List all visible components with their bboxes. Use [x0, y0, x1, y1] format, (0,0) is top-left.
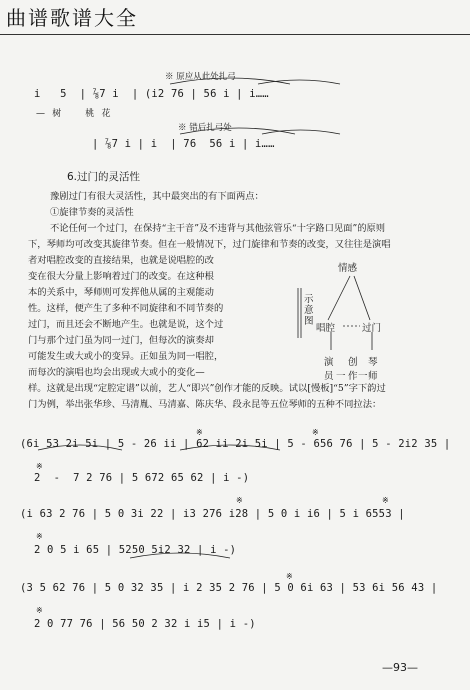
score-mark-5: ※: [382, 496, 389, 505]
para-narrow-3: 性。这样，便产生了多种不同旋律和不同节奏的: [28, 303, 224, 314]
para-after-2: 门为例，举出张华珍、马清胤、马清嘉、陈庆华、段永昆等五位琴师的五种不同拉法：: [28, 399, 382, 410]
diagram-dash-1: 一: [336, 371, 346, 382]
para-narrow-6: 可能发生或大或小的变异。正如虽为同一唱腔，: [28, 351, 224, 362]
note-original-bow: ※ 原应从此处扎弓: [165, 72, 236, 82]
para-line-2: 下，琴师均可改变其旋律节奏。但在一般情况下，过门旋律和节奏的改变，又往往是演唱: [28, 239, 391, 250]
diagram-side-label: 示意图: [304, 294, 314, 327]
intro-line: 豫剧过门有很大灵活性，其中最突出的有下面两点：: [50, 191, 264, 202]
example-row-1: i 5 | ⅞7 i | (i2 76 | 56 i | i……: [34, 88, 269, 100]
example-row-2: | ⅞7 i | i | 76 56 i | i……: [92, 138, 275, 150]
diagram-dash-2: 一: [358, 371, 368, 382]
note-wrong-bow: ※ 错后扎弓处: [178, 123, 232, 133]
diagram-label-melody: 唱腔: [316, 323, 336, 334]
section-heading: 6.过门的灵活性: [67, 171, 141, 183]
score-mark-6: ※: [36, 532, 43, 541]
para-narrow-4: 过门，而且还会不断地产生。也就是说，这个过: [28, 319, 224, 330]
diagram-role-sub-2: 作: [348, 371, 358, 382]
diagram-role-sub-3: 师: [368, 371, 378, 382]
para-after-1: 样。这就是出现“定腔定谱”以前，艺人“即兴”创作才能的反映。试以[慢板]“5”字下韵过: [28, 383, 386, 394]
diagram-role-3: 琴: [368, 357, 378, 368]
score-mark-4: ※: [236, 496, 243, 505]
para-narrow-7: 而每次的演唱也均会出现或大或小的变化—: [28, 367, 205, 378]
diagram-role-sub-1: 员: [324, 371, 334, 382]
score-row-5: (3 5 62 76 | 5 0 32 35 | i 2 35 2 76 | 5 0 6i 63 | 53 6i 56 43 |: [20, 582, 438, 594]
score-row-4: 2 0 5 i 65 | 5250 5i2 32 | i -): [34, 544, 237, 556]
header-title: 曲谱歌谱大全: [6, 6, 138, 30]
para-narrow-2: 本的关系中，琴师则可发挥他从属的主观能动: [28, 287, 214, 298]
point-1-heading: ①旋律节奏的灵活性: [50, 207, 134, 218]
score-mark-2: ※: [312, 428, 319, 437]
score-row-1: (6i 53 2i 5i | 5 - 26 ii | 62 ii 2i 5i | 5 - 656 76 | 5 - 2i2 35 |: [20, 438, 451, 450]
score-mark-8: ※: [36, 606, 43, 615]
para-line-1: 不论任何一个过门，在保持“主干音”及不违背与其他弦管乐“十字路口见面”的原则: [50, 223, 386, 234]
para-line-3: 者对唱腔改变的直接结果，也就是说唱腔的改: [28, 255, 214, 266]
score-mark-3: ※: [36, 462, 43, 471]
score-row-6: 2 0 77 76 | 56 50 2 32 i i5 | i -): [34, 618, 256, 630]
example-lyrics: — 树 桃 花: [36, 109, 111, 119]
para-narrow-5: 门与那个过门虽为同一过门，但每次的演奏却: [28, 335, 214, 346]
diagram-label-interlude: 过门: [362, 323, 382, 334]
diagram-label-emotion: 情感: [338, 263, 358, 274]
score-mark-1: ※: [196, 428, 203, 437]
para-narrow-1: 变在很大分量上影响着过门的改变。在这种根: [28, 271, 214, 282]
relationship-diagram: [288, 258, 448, 398]
score-mark-7: ※: [286, 572, 293, 581]
page-number: —93—: [382, 661, 418, 674]
score-row-3: (i 63 2 76 | 5 0 3i 22 | i3 276 i28 | 5 0 i i6 | 5 i 6553 |: [20, 508, 405, 520]
diagram-role-1: 演: [324, 357, 334, 368]
score-row-2: 2 - 7 2 76 | 5 672 65 62 | i -): [34, 472, 250, 484]
diagram-role-2: 创: [348, 357, 358, 368]
